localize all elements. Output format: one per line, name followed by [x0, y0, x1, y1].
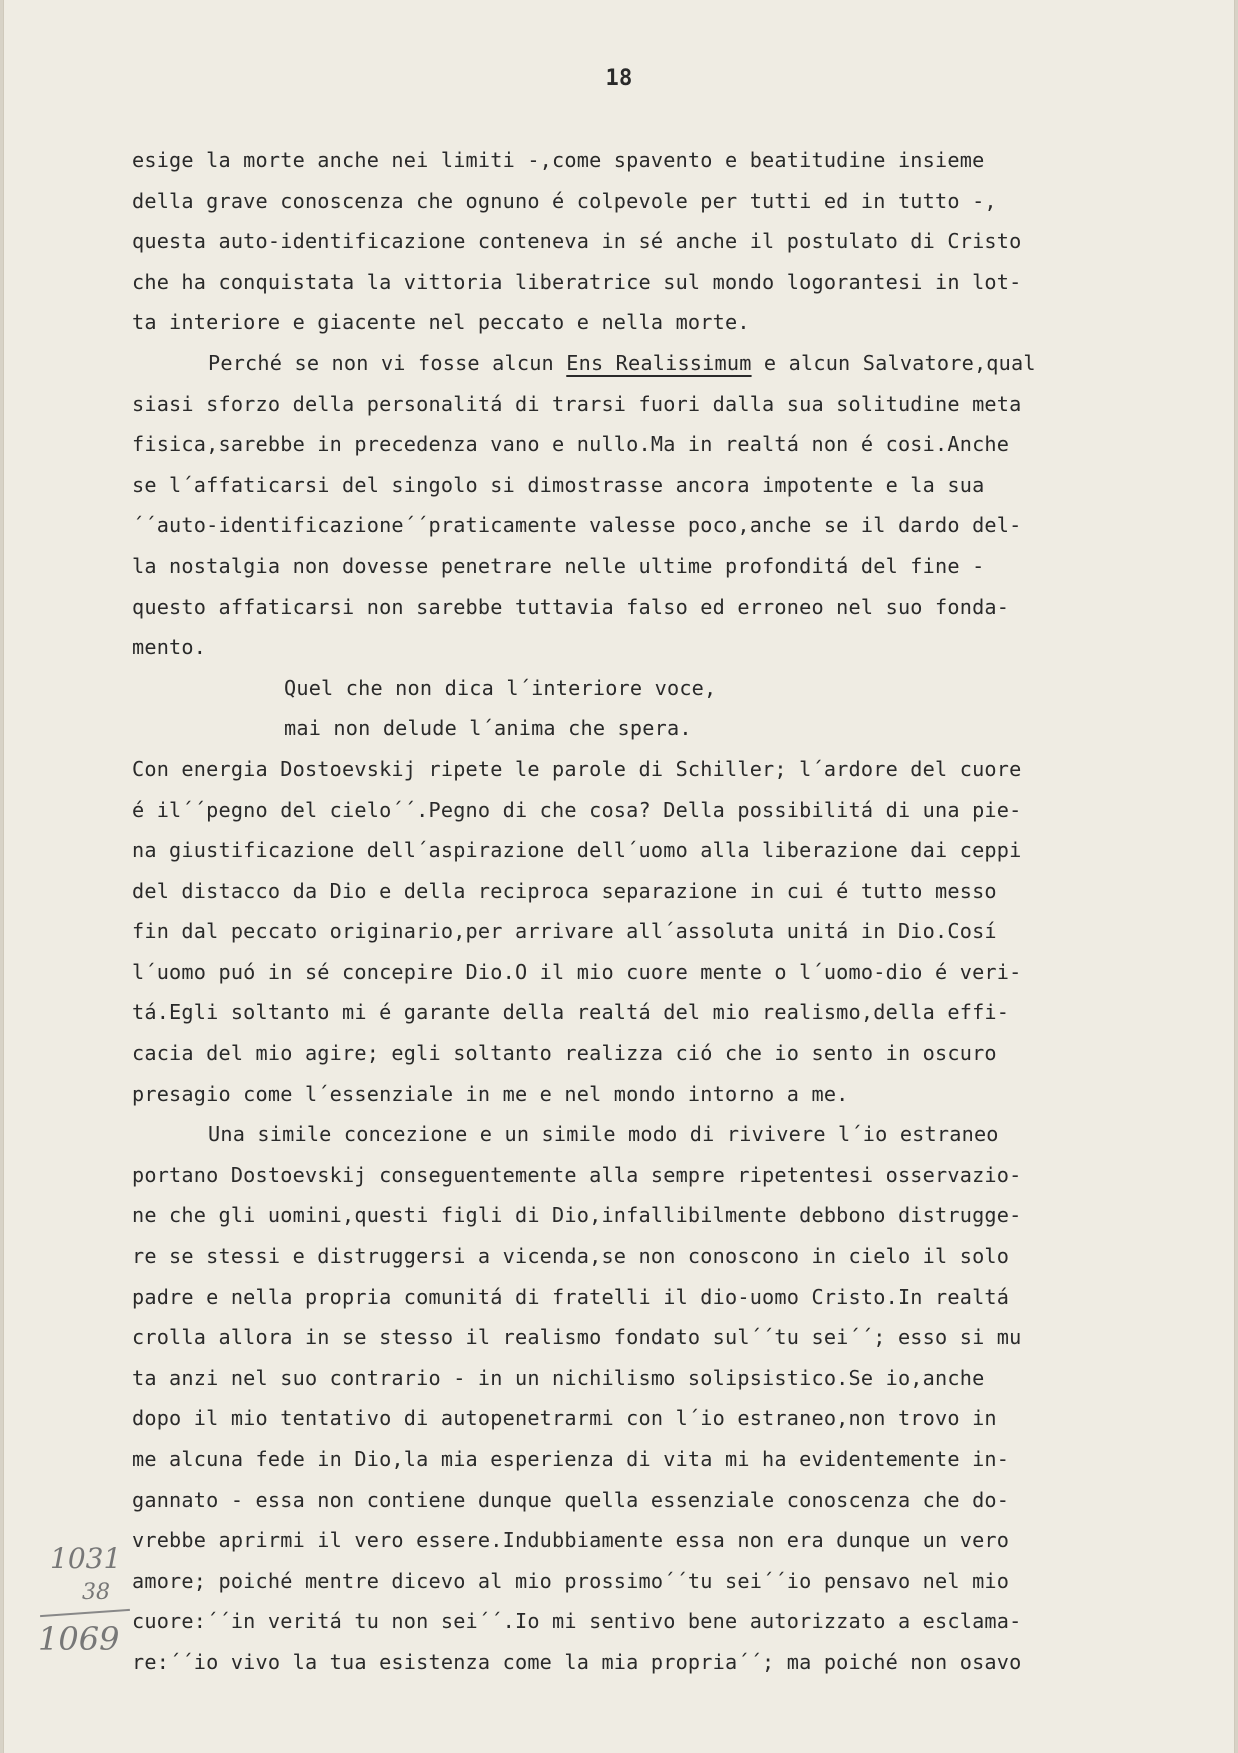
line-text: ta interiore e giacente nel peccato e nella morte.: [132, 310, 750, 335]
body-text: [132, 140, 1222, 1683]
text-line: [132, 627, 1222, 668]
line-text: crolla allora in se stesso il realismo fondato sul´´tu sei´´; esso si mu: [132, 1325, 1022, 1350]
line-text: dopo il mio tentativo di autopenetrarmi con l´io estraneo,non trovo in: [132, 1406, 997, 1431]
text-line: [132, 1561, 1222, 1602]
line-text: esige la morte anche nei limiti -,come spavento e beatitudine insieme: [132, 148, 985, 172]
line-text: na giustificazione dell´aspirazione dell´uomo alla liberazione dai ceppi: [132, 838, 1022, 863]
text-line: [132, 1398, 1222, 1439]
text-line: [132, 505, 1222, 546]
line-text: siasi sforzo della personalitá di trarsi fuori dalla sua solitudine meta: [132, 391, 1022, 416]
text-line: [132, 181, 1222, 222]
verse-line: [132, 668, 1222, 709]
text-line: [132, 1439, 1222, 1480]
line-text: mento.: [132, 635, 207, 660]
text-line: [132, 911, 1222, 952]
line-text: é il´´pegno del cielo´´.Pegno di che cosa? Della possibilitá di una pie-: [132, 797, 1022, 822]
text-line: [132, 790, 1222, 831]
page-number: 18: [605, 66, 633, 91]
text-line: [132, 343, 1222, 384]
line-text: del distacco da Dio e della reciproca separazione in cui é tutto messo: [132, 878, 997, 903]
line-text: questo affaticarsi non sarebbe tuttavia falso ed erroneo nel suo fonda-: [132, 594, 1010, 619]
text-line: [132, 830, 1222, 871]
text-line: [132, 1236, 1222, 1277]
text-line: [132, 546, 1222, 587]
line-text: re se stessi e distruggersi a vicenda,se non conoscono in cielo il solo: [132, 1244, 1010, 1269]
text-line: [132, 1520, 1222, 1561]
verse-line: [132, 708, 1222, 749]
line-text: me alcuna fede in Dio,la mia esperienza di vita mi ha evidentemente in-: [132, 1447, 1010, 1471]
text-line: [132, 1074, 1222, 1115]
text-line: [132, 1155, 1222, 1196]
text-line: [132, 465, 1222, 506]
line-text: ´´auto-identificazione´´praticamente valesse poco,anche se il dardo del-: [132, 513, 1022, 538]
line-text: ne che gli uomini,questi figli di Dio,infallibilmente debbono distrugge-: [132, 1203, 1022, 1228]
text-line: [132, 1114, 1222, 1155]
line-text: gannato - essa non contiene dunque quella essenziale conoscenza che do-: [132, 1487, 1010, 1512]
underlined-term: Ens Realissimum: [566, 350, 752, 375]
text-line: [132, 1277, 1222, 1318]
line-text: cuore:´´in veritá tu non sei´´.Io mi sentivo bene autorizzato a esclama-: [132, 1609, 1022, 1634]
line-text: presagio come l´essenziale in me e nel mondo intorno a me.: [132, 1081, 849, 1106]
line-text: vrebbe aprirmi il vero essere.Indubbiamente essa non era dunque un vero: [132, 1528, 1010, 1553]
line-text: della grave conoscenza che ognuno é colpevole per tutti ed in tutto -,: [132, 188, 997, 213]
line-text: tá.Egli soltanto mi é garante della realtá del mio realismo,della effi-: [132, 1000, 1010, 1025]
text-line: [132, 952, 1222, 993]
text-line: [132, 221, 1222, 262]
text-line: [132, 1480, 1222, 1521]
line-text: Perché se non vi fosse alcun: [208, 350, 567, 375]
line-text: amore; poiché mentre dicevo al mio prossimo´´tu sei´´io pensavo nel mio: [132, 1568, 1010, 1593]
line-text: questa auto-identificazione conteneva in sé anche il postulato di Cristo: [132, 229, 1022, 254]
line-text: se l´affaticarsi del singolo si dimostrasse ancora impotente e la sua: [132, 472, 985, 497]
line-text: la nostalgia non dovesse penetrare nelle ultime profonditá del fine -: [132, 553, 985, 578]
text-line: [132, 871, 1222, 912]
text-line: [132, 1642, 1222, 1683]
line-text: cacia del mio agire; egli soltanto realizza ció che io sento in oscuro: [132, 1041, 997, 1066]
pencil-sum-rule: [40, 1609, 130, 1617]
text-line: [132, 1358, 1222, 1399]
line-text: Con energia Dostoevskij ripete le parole di Schiller; l´ardore del cuore: [132, 756, 1022, 781]
text-line: [132, 1195, 1222, 1236]
text-line: [132, 302, 1222, 343]
line-text: re:´´io vivo la tua esistenza come la mia propria´´; ma poiché non osavo: [132, 1649, 1022, 1674]
line-text: l´uomo puó in sé concepire Dio.O il mio cuore mente o l´uomo-dio é veri-: [132, 959, 1022, 984]
text-line: [132, 1601, 1222, 1642]
text-line: [132, 992, 1222, 1033]
line-text: fin dal peccato originario,per arrivare all´assoluta unitá in Dio.Cosí: [132, 919, 997, 944]
pencil-note-line-3: 1069: [38, 1620, 120, 1658]
text-line: [132, 1317, 1222, 1358]
text-line: [132, 587, 1222, 628]
line-text: padre e nella propria comunitá di fratelli il dio-uomo Cristo.In realtá: [132, 1284, 1010, 1309]
line-text: che ha conquistata la vittoria liberatrice sul mondo logorantesi in lot-: [132, 269, 1022, 294]
pencil-note-line-2: 38: [82, 1580, 110, 1605]
text-line: [132, 424, 1222, 465]
text-line: [132, 262, 1222, 303]
line-text: fisica,sarebbe in precedenza vano e nullo.Ma in realtá non é cosi.Anche: [132, 432, 1010, 457]
text-line: [132, 749, 1222, 790]
line-text: Quel che non dica l´interiore voce,: [284, 675, 717, 700]
line-text: mai non delude l´anima che spera.: [284, 716, 692, 741]
line-text: Una simile concezione e un simile modo di rivivere l´io estraneo: [208, 1122, 999, 1147]
text-line: [132, 384, 1222, 425]
document-page: [4, 0, 1234, 1753]
text-line: [132, 1033, 1222, 1074]
line-text-continued: e alcun Salvatore,qual: [751, 350, 1036, 375]
line-text: ta anzi nel suo contrario - in un nichilismo solipsistico.Se io,anche: [132, 1365, 985, 1390]
pencil-note-line-1: 1031: [50, 1542, 122, 1575]
line-text: portano Dostoevskij conseguentemente alla sempre ripetentesi osservazio-: [132, 1162, 1022, 1187]
text-line: [132, 140, 1222, 181]
